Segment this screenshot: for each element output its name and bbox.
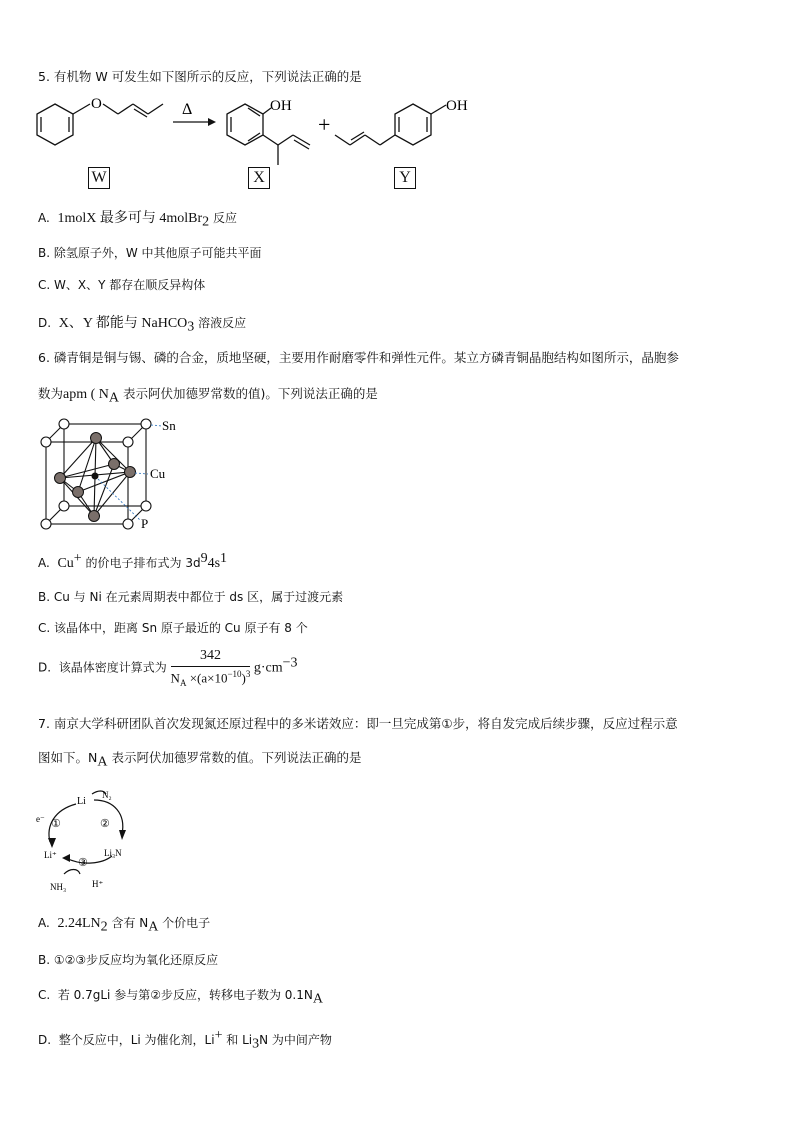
- q6-option-c: C. 该晶体中，距离 Sn 原子最近的 Cu 原子有 8 个: [38, 621, 308, 635]
- q6-crystal-cell: [34, 412, 194, 534]
- delta-symbol: Δ: [182, 101, 193, 118]
- label-y: Y: [394, 167, 416, 189]
- legend-sn: Sn: [162, 418, 176, 433]
- w-oxygen-label: O: [91, 96, 102, 112]
- diagram-e: e⁻: [36, 814, 45, 824]
- diagram-step3: ③: [78, 857, 88, 869]
- q5-option-c: C. W、X、Y 都存在顺反异构体: [38, 278, 206, 292]
- q7-cycle-diagram: [34, 786, 144, 894]
- plus-sign: +: [318, 112, 331, 137]
- q5-option-d: D. X、Y 都能与 NaHCO$_3$ 溶液反应: [38, 316, 247, 335]
- legend-p: P: [141, 516, 149, 531]
- diagram-n2: N₂: [102, 790, 112, 800]
- q5-option-b: B. 除氢原子外，W 中其他原子可能共平面: [38, 246, 262, 260]
- q6-option-d: D. 该晶体密度计算式为 $\frac{342}{N_A \times(a\times 10^{-10})^3}$ $g\cdot cm^{-3}$: [38, 648, 298, 688]
- x-structure: [227, 104, 310, 165]
- q6-option-a: A. Cu+ 的价电子排布式为 $3d^94s^1$: [38, 551, 228, 571]
- q6-stem-line1: 6. 磷青铜是铜与锡、磷的合金，质地坚硬，主要用作耐磨零件和弹性元件。某立方磷青铜晶胞结构如图所示，晶胞参: [38, 350, 679, 365]
- q7-stem-line1: 7. 南京大学科研团队首次发现氮还原过程中的多米诺效应：即一旦完成第①步，将自发完成后续步骤，反应过程示意: [38, 716, 678, 731]
- legend-cu: Cu: [150, 466, 166, 481]
- q7-stem-line2: 图如下。$N_A$ 表示阿伏加德罗常数的值。下列说法正确的是: [38, 750, 362, 770]
- diagram-step1: ①: [51, 818, 61, 830]
- label-x: X: [248, 167, 270, 189]
- x-oh-label: OH: [270, 98, 292, 114]
- q7-option-b: B. ①②③步反应均为氧化还原反应: [38, 953, 219, 967]
- diagram-h-plus: H⁺: [92, 879, 104, 889]
- diagram-nh3: NH₃: [50, 882, 67, 892]
- diagram-step2: ②: [100, 818, 110, 830]
- p-atom: [92, 473, 99, 480]
- y-oh-label: OH: [446, 98, 468, 114]
- q7-option-a: A. $2.24LN_2$ 含有 $N_A$ 个价电子: [38, 916, 211, 935]
- q6-option-b: B. Cu 与 Ni 在元素周期表中都位于 ds 区，属于过渡元素: [38, 590, 344, 604]
- diagram-li: Li: [77, 796, 86, 807]
- density-fraction: $\frac{342}{N_A \times(a\times 10^{-10})^3}$: [170, 648, 251, 688]
- q7-option-d: D. 整个反应中，Li 为催化剂，Li+ 和 $Li_3N$ 为中间产物: [38, 1028, 332, 1052]
- q7-option-c: C. 若 0.7gLi 参与第②步反应，转移电子数为 $0.1N_A$: [38, 988, 323, 1007]
- q5-option-a: A. 1molX 最多可与 4molBr$_2$ 反应: [38, 211, 237, 230]
- q6-stem-line2: 数为apm ( $N_A$ 表示阿伏加德罗常数的值)。下列说法正确的是: [38, 386, 378, 406]
- diagram-li3n: Li₃N: [104, 848, 122, 858]
- q5-stem: 5. 有机物 W 可发生如下图所示的反应，下列说法正确的是: [38, 69, 362, 84]
- y-structure: [335, 104, 446, 145]
- label-w: W: [88, 167, 110, 189]
- diagram-li-plus: Li⁺: [44, 850, 57, 860]
